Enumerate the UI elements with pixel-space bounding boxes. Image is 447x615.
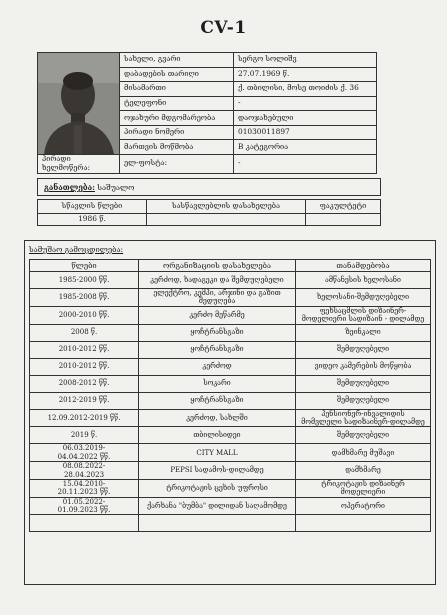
education-header-faculty: ფაკულტეტი [306, 200, 381, 214]
value-phone: - [234, 96, 377, 111]
education-header-institution: სასწავლებლის დასახელება [147, 200, 306, 214]
label-address: მისამართი [120, 82, 234, 97]
label-personal-id: პირადი ნომერი [120, 125, 234, 140]
work-row [30, 409, 431, 427]
work-row [30, 497, 431, 515]
education-table [37, 199, 381, 226]
work-header-organization: ორგანიზაციის დასახელება [139, 260, 296, 272]
work-organization: ყოჩტრანსგაზი [139, 392, 296, 409]
label-name: სახელი, გვარი [120, 53, 234, 68]
work-position: შემდუღებელი [296, 375, 431, 392]
education-label: განათლება: [44, 183, 95, 192]
work-organization: კერძოდ [139, 358, 296, 375]
work-row [30, 341, 431, 358]
work-row [30, 427, 431, 444]
work-organization: კერძოდ, ხადაგეკი და შემდუღებელი [139, 272, 296, 289]
profile-photo [38, 53, 119, 154]
label-email: ელ-ფოსტა: [120, 155, 234, 174]
value-driver-license: B კატეგორია [234, 140, 377, 155]
work-position: დამხმარე [296, 462, 431, 480]
work-organization: კერძო მეწარმე [139, 306, 296, 324]
work-years: 2010-2012 წწ. [30, 358, 139, 375]
work-position: შემდუღებელი [296, 427, 431, 444]
work-position: შემდუღებელი [296, 341, 431, 358]
work-organization [139, 515, 296, 532]
work-row [30, 375, 431, 392]
work-row [30, 462, 431, 480]
work-position: ხელოსანი-შემდუღებელი [296, 289, 431, 307]
work-row [30, 444, 431, 462]
education-years: 1986 წ. [38, 214, 147, 226]
education-header-years: სწავლის წლები [38, 200, 147, 214]
value-name: სერგო სოლიშვ [234, 53, 377, 68]
work-years: 06.03.2019- 04.04.2022 წწ. [30, 444, 139, 462]
work-organization: ტრიკოტაჟის ცეხის უფროსი [139, 479, 296, 497]
education-value: საშუალო [97, 183, 135, 192]
education-institution [147, 214, 306, 226]
work-header-years: წლები [30, 260, 139, 272]
value-email: - [234, 155, 377, 174]
work-row [30, 324, 431, 341]
work-years: 2010-2012 წწ. [30, 341, 139, 358]
work-row [30, 479, 431, 497]
work-organization: კერძოდ, სახლში [139, 409, 296, 427]
work-position: შემდუღებელი [296, 392, 431, 409]
value-personal-id: 01030011897 [234, 125, 377, 140]
work-row [30, 358, 431, 375]
work-row [30, 515, 431, 532]
document-title: CV-1 [200, 18, 247, 38]
value-address: ქ. თბილისი, მოსე თოიძის ქ. 36 [234, 82, 377, 97]
work-years: 15.04.2010- 20.11.2023 წწ. [30, 479, 139, 497]
work-years: 2012-2019 წწ. [30, 392, 139, 409]
photo-cell [38, 53, 120, 155]
work-row [30, 306, 431, 324]
work-years: 08.08.2022- 28.04.2023 [30, 462, 139, 480]
work-experience-section [24, 240, 436, 585]
work-organization: თბილისიდეი [139, 427, 296, 444]
work-experience-label: სამუშაო გამოცდილება: [29, 245, 124, 254]
work-position: ამწანესის ხელოსანი [296, 272, 431, 289]
work-years: 1985-2008 წწ. [30, 289, 139, 307]
work-organization: CITY MALL [139, 444, 296, 462]
work-organization: ყოჩტრანსგაზი [139, 324, 296, 341]
work-position [296, 515, 431, 532]
work-experience-table [29, 259, 431, 532]
work-organization: PEPSI სადამოს-დილამდე [139, 462, 296, 480]
work-row [30, 272, 431, 289]
label-family-status: ოჯახური მდგომარეობა [120, 111, 234, 126]
work-years: 2008-2012 წწ. [30, 375, 139, 392]
label-phone: ტელეფონი [120, 96, 234, 111]
education-summary [37, 178, 381, 196]
label-signature: პირადი ხელმოწერა: [38, 155, 120, 174]
work-header-position: თანამდებობა [296, 260, 431, 272]
work-organization: ქარხანა "ბუმბა" დილიდან საღამომდე [139, 497, 296, 515]
personal-info-table [37, 52, 377, 174]
work-position: ფეხსაცმლის დიზაინერ-მოდელიერი სადიზაინ - დილამდე [296, 306, 431, 324]
work-years: 12.09.2012-2019 წწ. [30, 409, 139, 427]
work-organization: სოკარი [139, 375, 296, 392]
work-organization: ელექტრო, კემპი, არჯინი და გაზით შედუღება [139, 289, 296, 307]
work-position: ტრიკოტაჟის დიზაინერ მოდელიერი [296, 479, 431, 497]
work-position: ოპერატორი [296, 497, 431, 515]
work-years: 2008 წ. [30, 324, 139, 341]
work-position: ვიდეო კამერების მოწყობა [296, 358, 431, 375]
work-row [30, 289, 431, 307]
label-driver-license: მართვის მოწმობა [120, 140, 234, 155]
work-organization: ყოჩტრანსგაზი [139, 341, 296, 358]
work-position: პენსიონერ-ინვალიდის მომვლელი სადიზაინერ-დილამდე [296, 409, 431, 427]
education-faculty [306, 214, 381, 226]
work-years: 2000-2010 წწ. [30, 306, 139, 324]
work-position: დამხმარე მუშავი [296, 444, 431, 462]
work-years: 01.05.2022- 01.09.2023 წწ. [30, 497, 139, 515]
value-birthdate: 27.07.1969 წ. [234, 67, 377, 82]
work-years: 1985-2000 წწ. [30, 272, 139, 289]
value-family-status: დაოჯახებული [234, 111, 377, 126]
work-years [30, 515, 139, 532]
work-position: ზეინკალი [296, 324, 431, 341]
work-years: 2019 წ. [30, 427, 139, 444]
label-birthdate: დაბადების თარიღი [120, 67, 234, 82]
work-row [30, 392, 431, 409]
